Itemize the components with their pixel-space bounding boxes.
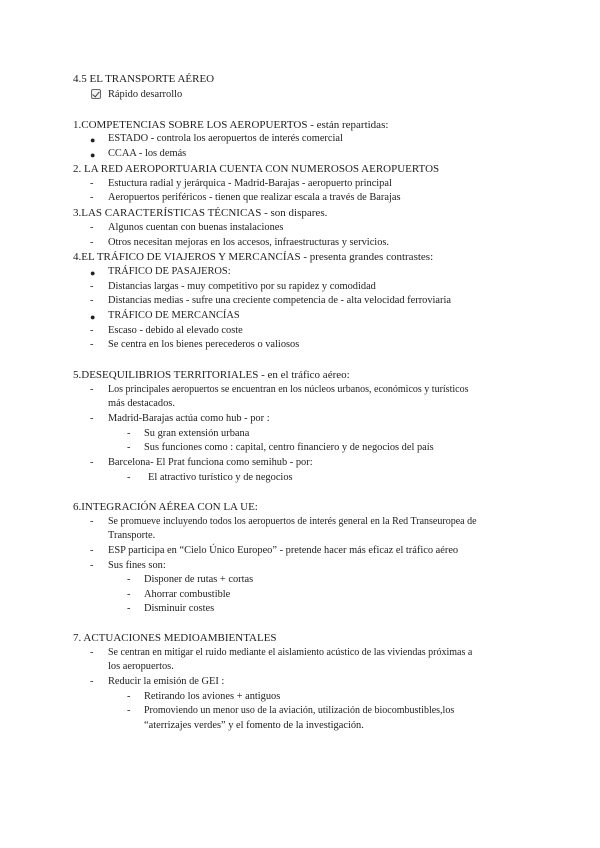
section-1-suffix: - están repartidas:	[310, 119, 389, 131]
dash-marker: -	[90, 192, 94, 203]
dash-marker: -	[90, 325, 94, 336]
section-title-4	[73, 250, 433, 265]
section-title-7: 7. ACTUACIONES MEDIOAMBIENTALES	[73, 632, 277, 644]
list-item: Se promueve incluyendo todos los aeropuertos de interés general en la Red Transeuropea de	[108, 516, 477, 527]
dash-marker: -	[127, 603, 131, 614]
dash-marker: -	[90, 647, 94, 658]
list-item: Reducir la emisión de GEI :	[108, 676, 225, 687]
dash-marker: -	[90, 384, 94, 395]
sub-list-item-continuation: “aterrizajes verdes” y el fomento de la investigación.	[144, 720, 364, 731]
list-item: Barcelona- El Prat funciona como semihub - por:	[108, 457, 313, 468]
list-item: Se centra en los bienes perecederos o valiosos	[108, 339, 300, 350]
section-title-1	[73, 118, 388, 133]
section-5-heading: 5.DESEQUILIBRIOS TERRITORIALES	[73, 369, 259, 381]
list-item-continuation: Transporte.	[108, 530, 156, 541]
dash-marker: -	[127, 428, 131, 439]
dash-marker: -	[90, 281, 94, 292]
section-title-2: 2. LA RED AEROPORTUARIA CUENTA CON NUMEROSOS AEROPUERTOS	[73, 163, 440, 175]
dash-marker: -	[90, 413, 94, 424]
list-item: Los principales aeropuertos se encuentran en los núcleos urbanos, económicos y turísticos	[108, 384, 469, 395]
list-item: Aeropuertos periféricos - tienen que realizar escala a través de Barajas	[108, 192, 401, 203]
dash-marker: -	[127, 691, 131, 702]
dash-marker: -	[90, 237, 94, 248]
dash-marker: -	[90, 339, 94, 350]
dash-marker: -	[127, 705, 131, 716]
subheading-mercancias: TRÁFICO DE MERCANCÍAS	[108, 310, 240, 321]
dash-marker: -	[90, 457, 94, 468]
section-5-suffix: - en el tráfico aéreo:	[261, 369, 350, 381]
bullet-icon: ●	[90, 150, 96, 160]
sub-list-item: Disponer de rutas + cortas	[144, 574, 254, 585]
dash-marker: -	[127, 472, 131, 483]
list-item: Otros necesitan mejoras en los accesos, infraestructuras y servicios.	[108, 237, 390, 248]
bullet-icon: ●	[90, 268, 96, 278]
sub-list-item: Disminuir costes	[144, 603, 215, 614]
list-item-continuation: más destacados.	[108, 398, 175, 409]
dash-marker: -	[90, 516, 94, 527]
dash-marker: -	[90, 222, 94, 233]
list-item: CCAA - los demás	[108, 148, 187, 159]
sub-list-item: El atractivo turístico y de negocios	[148, 472, 293, 483]
list-item: Escaso - debido al elevado coste	[108, 325, 243, 336]
sub-list-item: Promoviendo un menor uso de la aviación, utilización de biocombustibles,los	[144, 705, 455, 716]
checklist-item: Rápido desarrollo	[108, 89, 183, 100]
list-item: Distancias medias - sufre una creciente competencia de - alta velocidad ferroviaria	[108, 295, 452, 306]
dash-marker: -	[90, 676, 94, 687]
list-item: Se centran en mitigar el ruido mediante el aislamiento acústico de las viviendas próximas a	[108, 647, 473, 658]
section-title-5	[73, 368, 350, 383]
dash-marker: -	[127, 442, 131, 453]
checkbox-icon[interactable]	[91, 89, 101, 99]
dash-marker: -	[90, 295, 94, 306]
bullet-icon: ●	[90, 312, 96, 322]
list-item: ESP participa en “Cielo Único Europeo” - pretende hacer más eficaz el tráfico aéreo	[108, 545, 459, 556]
section-3-heading: 3.LAS CARACTERÍSTICAS TÉCNICAS	[73, 207, 262, 219]
dash-marker: -	[127, 574, 131, 585]
section-3-suffix: - son dispares.	[264, 207, 328, 219]
subheading-pasajeros: TRÁFICO DE PASAJEROS:	[108, 266, 231, 277]
sub-list-item: Su gran extensión urbana	[144, 428, 250, 439]
list-item: Algunos cuentan con buenas instalaciones	[108, 222, 284, 233]
bullet-icon: ●	[90, 135, 96, 145]
list-item: Madrid-Barajas actúa como hub - por :	[108, 413, 270, 424]
section-title-6: 6.INTEGRACIÓN AÉREA CON LA UE:	[73, 501, 258, 513]
sub-list-item: Ahorrar combustible	[144, 589, 231, 600]
sub-list-item: Sus funciones como : capital, centro financiero y de negocios del país	[144, 442, 434, 453]
dash-marker: -	[90, 560, 94, 571]
section-title-3	[73, 206, 327, 221]
list-item: Estuctura radial y jerárquica - Madrid-Barajas - aeropuerto principal	[108, 178, 392, 189]
list-item: Distancias largas - muy competitivo por su rapidez y comodidad	[108, 281, 376, 292]
list-item: Sus fines son:	[108, 560, 166, 571]
sub-list-item: Retirando los aviones + antiguos	[144, 691, 281, 702]
list-item-continuation: los aeropuertos.	[108, 661, 174, 672]
section-4-heading: 4.EL TRÁFICO DE VIAJEROS Y MERCANCÍAS	[73, 251, 301, 263]
section-4-suffix: - presenta grandes contrastes:	[303, 251, 434, 263]
section-title-4-5: 4.5 EL TRANSPORTE AÉREO	[73, 73, 215, 85]
list-item: ESTADO - controla los aeropuertos de interés comercial	[108, 133, 343, 144]
section-1-heading: 1.COMPETENCIAS SOBRE LOS AEROPUERTOS	[73, 119, 308, 131]
dash-marker: -	[90, 545, 94, 556]
dash-marker: -	[90, 178, 94, 189]
dash-marker: -	[127, 589, 131, 600]
